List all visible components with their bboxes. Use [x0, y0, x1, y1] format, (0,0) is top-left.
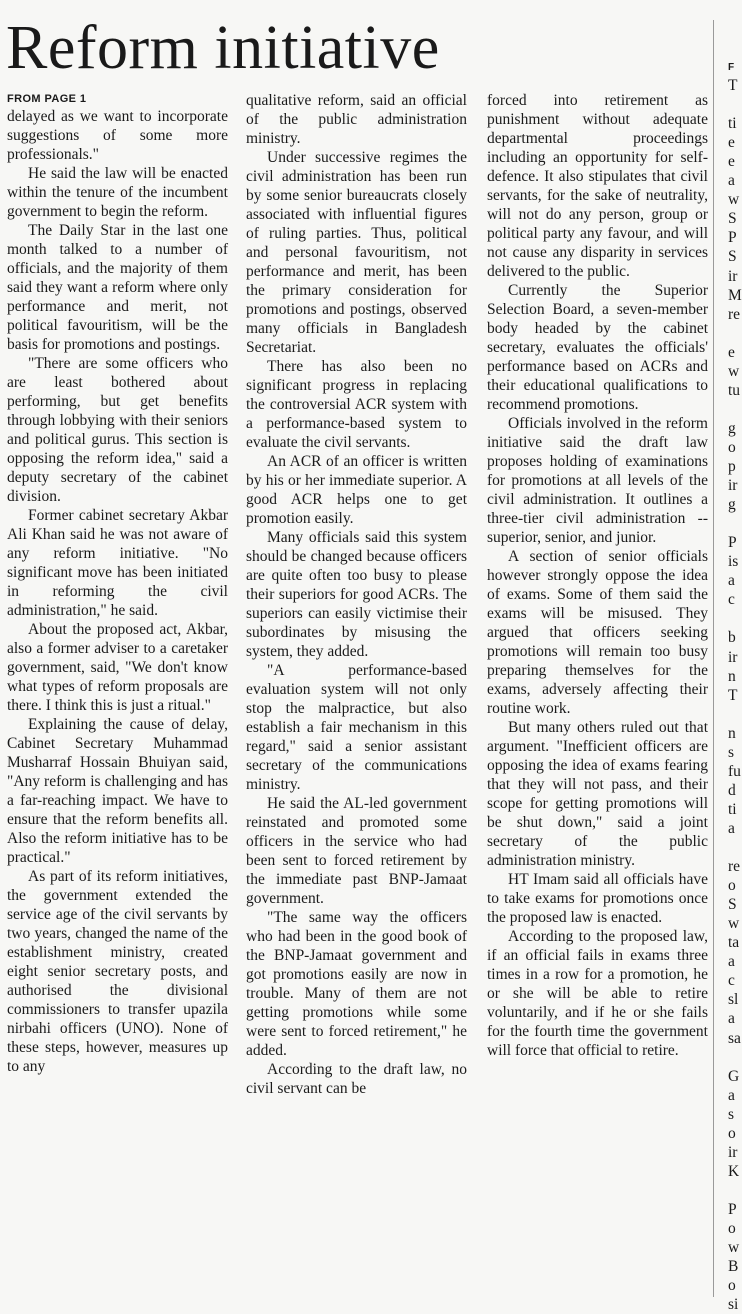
adjacent-line-fragment: a [728, 953, 735, 971]
adjacent-line-fragment: S [728, 896, 737, 914]
adjacent-line-fragment: g [728, 496, 736, 514]
adjacent-line-fragment: o [728, 877, 736, 895]
adjacent-line-fragment: P [728, 229, 737, 247]
adjacent-line-fragment: e [728, 134, 735, 152]
adjacent-line-fragment: G [728, 1067, 740, 1085]
adjacent-line-fragment: re [728, 858, 741, 876]
adjacent-line-fragment: fu [728, 762, 741, 780]
adjacent-line-fragment: o [728, 1277, 736, 1295]
adjacent-line-fragment: a [728, 1086, 735, 1104]
adjacent-line-fragment: T [728, 686, 738, 704]
paragraph: But many others ruled out that argument. "Inefficient officers are opposing the idea of exams fearing that they will not pass, and their scope for getting promotions will be shut down," said a joint secretary of the public administration ministry. [487, 719, 708, 869]
adjacent-line-fragment: c [728, 972, 735, 990]
paragraph: There has also been no significant progress in replacing the controversial ACR system with a performance-based system to evaluate the civil servants. [246, 358, 467, 451]
paragraph: Under successive regimes the civil administration has been run by some senior bureaucrats closely associated with influential figures of ruling parties. Thus, political and personal favouritism, not performance and merit, has been the primary consideration for promotions and postings, observed many officials in Bangladesh Secretariat. [246, 149, 467, 356]
article-column-3 [487, 91, 708, 1060]
adjacent-line-fragment: si [728, 1296, 739, 1314]
headline: Reform initiative [6, 14, 440, 82]
adjacent-line-fragment: s [728, 743, 735, 761]
paragraph: As part of its reform initiatives, the government extended the service age of the civil servants by two years, changed the name of the establishment ministry, created eight senior secretary posts, and authorised the divisional commissioners to transfer upazila nirbahi officers (UNO). None of these steps, however, measures up to any [7, 868, 228, 1075]
adjacent-line-fragment: b [728, 629, 736, 647]
paragraph: About the proposed act, Akbar, also a former adviser to a caretaker government, said, "We don't know what types of reform proposals are there. I think this is just a ritual." [7, 621, 228, 714]
paragraph: A section of senior officials however strongly oppose the idea of exams. Some of them said the exams will be misused. They argued that officers seeking promotions will remain too busy preparing themselves for the exams, adversely affecting their routine work. [487, 548, 708, 717]
article-column-2 [246, 91, 467, 1098]
adjacent-line-fragment: ir [728, 648, 738, 666]
adjacent-line-fragment: re [728, 305, 741, 323]
adjacent-line-fragment: p [728, 458, 736, 475]
adjacent-line-fragment: sl [728, 991, 739, 1009]
adjacent-line-fragment: T [728, 77, 738, 94]
paragraph: According to the draft law, no civil servant can be [246, 1061, 467, 1097]
adjacent-line-fragment: e [728, 153, 735, 171]
adjacent-line-fragment: ir [728, 267, 738, 285]
adjacent-line-fragment: a [728, 1010, 735, 1028]
paragraph: He said the AL-led government reinstated and promoted some officers in the service who had been sent to forced retirement by the immediate past BNP-Jamaat government. [246, 795, 467, 907]
adjacent-kicker: F [728, 62, 735, 73]
adjacent-line-fragment: S [728, 248, 737, 266]
paragraph: "A performance-based evaluation system will not only stop the malpractice, but also establish a fair mechanism in this regard," said a senior assistant secretary of the communications ministry. [246, 662, 467, 793]
adjacent-line-fragment: w [728, 1239, 740, 1257]
adjacent-line-fragment: e [728, 343, 735, 361]
paragraph: According to the proposed law, if an official fails in exams three times in a row for a promotion, he or she will be able to retire voluntarily, and if he or she fails for the fourth time the government will force that official to retire. [487, 928, 708, 1059]
adjacent-line-fragment: ti [728, 800, 737, 818]
paragraph: Former cabinet secretary Akbar Ali Khan said he was not aware of any reform initiative. "No significant move has been initiated in reforming the civil administration," he said. [7, 507, 228, 619]
adjacent-line-fragment: o [728, 1220, 736, 1237]
adjacent-line-fragment: is [728, 553, 739, 571]
paragraph: Explaining the cause of delay, Cabinet Secretary Muhammad Musharraf Hossain Bhuiyan said, "Any reform is challenging and has a far-reaching impact. We have to ensure that the reform benefits all. Also the reform initiative has to be practical." [7, 716, 228, 866]
adjacent-line-fragment: c [728, 591, 735, 609]
from-page-kicker: FROM PAGE 1 [7, 93, 87, 105]
paragraph: forced into retirement as punishment without adequate departmental proceedings including an opportunity for self-defence. It also stipulates that civil servants, for the sake of neutrality, will not do any person, group or political party any favour, and will not cause any disparity in services delivered to the public. [487, 92, 708, 280]
adjacent-line-fragment: ir [728, 477, 738, 495]
adjacent-line-fragment: o [728, 438, 736, 456]
adjacent-line-fragment: ta [728, 934, 740, 952]
paragraph: The Daily Star in the last one month talked to a number of officials, and the majority of them said they want a reform where only performance and merit, not political favouritism, will be the basis for promotions and postings. [7, 222, 228, 353]
adjacent-line-fragment: n [728, 724, 736, 742]
adjacent-line-fragment: S [728, 210, 737, 228]
paragraph: HT Imam said all officials have to take exams for promotions once the proposed law is enacted. [487, 871, 708, 926]
adjacent-line-fragment: g [728, 419, 736, 437]
adjacent-line-fragment: a [728, 572, 735, 590]
adjacent-line-fragment: w [728, 191, 740, 209]
adjacent-line-fragment: n [728, 667, 736, 685]
adjacent-line-fragment: ir [728, 1143, 738, 1161]
adjacent-line-fragment: P [728, 1200, 737, 1218]
paragraph: Currently the Superior Selection Board, a seven-member body headed by the cabinet secretary, evaluates the officials' performance based on ACRs and their educational qualifications to recommend promotions. [487, 282, 708, 413]
adjacent-line-fragment: K [728, 1162, 740, 1180]
paragraph: delayed as we want to incorporate suggestions of some more professionals." [7, 108, 228, 163]
adjacent-line-fragment: tu [728, 381, 741, 399]
adjacent-line-fragment: d [728, 781, 736, 799]
adjacent-line-fragment: a [728, 819, 735, 837]
adjacent-line-fragment: w [728, 915, 740, 933]
paragraph: "The same way the officers who had been in the good book of the BNP-Jamaat government and got promotions easily are now in trouble. Many of them are not getting promotions while some were sent to forced retirement," he added. [246, 909, 467, 1059]
adjacent-line-fragment: sa [728, 1029, 741, 1047]
adjacent-line-fragment: s [728, 1105, 735, 1123]
adjacent-line-fragment: a [728, 172, 735, 190]
paragraph: qualitative reform, said an official of the public administration ministry. [246, 92, 467, 147]
adjacent-line-fragment: o [728, 1124, 736, 1142]
adjacent-line-fragment: P [728, 534, 737, 552]
paragraph: An ACR of an officer is written by his or her immediate superior. A good ACR helps one to get promotion easily. [246, 453, 467, 527]
paragraph: He said the law will be enacted within the tenure of the incumbent government to begin the reform. [7, 165, 228, 220]
paragraph: Officials involved in the reform initiative said the draft law proposes holding of examinations for promotions at all levels of the civil administration. It outlines a three-tier civil administration -- superior, senior, and junior. [487, 415, 708, 546]
paragraph: Many officials said this system should be changed because officers are quite often too busy to please their superiors for good ACRs. The superiors can easily victimise their subordinates by misusing the system, they added. [246, 529, 467, 660]
paragraph: "There are some officers who are least bothered about performing, but get benefits through lobbying with their seniors and political gurus. This section is opposing the reform idea," said a deputy secretary of the cabinet division. [7, 355, 228, 505]
adjacent-line-fragment: M [728, 286, 742, 304]
adjacent-line-fragment: w [728, 362, 740, 380]
article-column-1 [7, 107, 228, 1076]
adjacent-line-fragment: B [728, 1258, 739, 1276]
adjacent-article-edge [724, 20, 742, 1314]
adjacent-line-fragment: ti [728, 115, 737, 133]
column-divider-rule [713, 20, 714, 1297]
